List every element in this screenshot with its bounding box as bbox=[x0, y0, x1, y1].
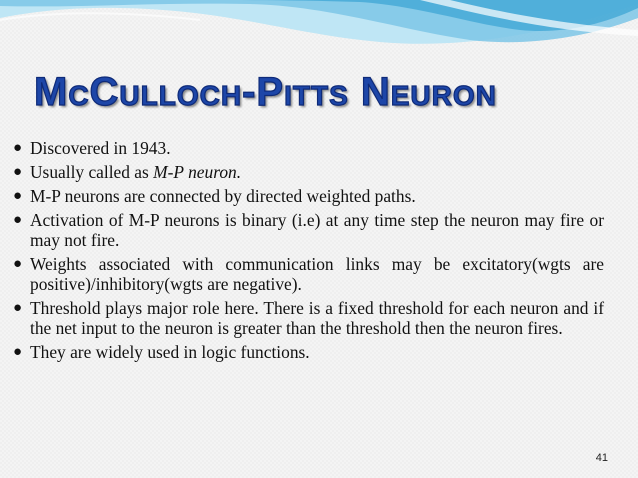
bullet-text: Threshold plays major role here. There is a fixed threshold for each neuron and if the net input to the neuron is greater than the threshold then the neuron fires. bbox=[30, 298, 604, 338]
bullet-emphasis: M-P neuron. bbox=[153, 162, 242, 182]
slide-title: McCulloch-Pitts Neuron bbox=[34, 70, 497, 114]
bullet-item bbox=[14, 186, 604, 206]
bullet-text: They are widely used in logic functions. bbox=[30, 342, 310, 362]
bullet-item bbox=[14, 342, 604, 362]
bullet-list bbox=[14, 138, 604, 366]
bullet-text: M-P neurons are connected by directed weighted paths. bbox=[30, 186, 416, 206]
bullet-item bbox=[14, 138, 604, 158]
filled-circle-bullet-icon: ● bbox=[13, 344, 23, 360]
filled-circle-bullet-icon: ● bbox=[13, 188, 23, 204]
bullet-item bbox=[14, 298, 604, 338]
bullet-text: Activation of M-P neurons is binary (i.e) at any time step the neuron may fire or may not fire. bbox=[30, 210, 604, 250]
bullet-text: Weights associated with communication links may be excitatory(wgts are positive)/inhibitory(wgts are negative). bbox=[30, 254, 604, 294]
header-wave-decoration bbox=[0, 0, 638, 70]
filled-circle-bullet-icon: ● bbox=[13, 140, 23, 156]
bullet-text: Discovered in 1943. bbox=[30, 138, 171, 158]
bullet-item bbox=[14, 254, 604, 294]
filled-circle-bullet-icon: ● bbox=[13, 164, 23, 180]
filled-circle-bullet-icon: ● bbox=[13, 212, 23, 228]
page-number: 41 bbox=[595, 452, 608, 464]
bullet-item bbox=[14, 210, 604, 250]
bullet-item bbox=[14, 162, 604, 182]
filled-circle-bullet-icon: ● bbox=[13, 256, 23, 272]
filled-circle-bullet-icon: ● bbox=[13, 300, 23, 316]
bullet-text: Usually called as bbox=[30, 162, 154, 182]
